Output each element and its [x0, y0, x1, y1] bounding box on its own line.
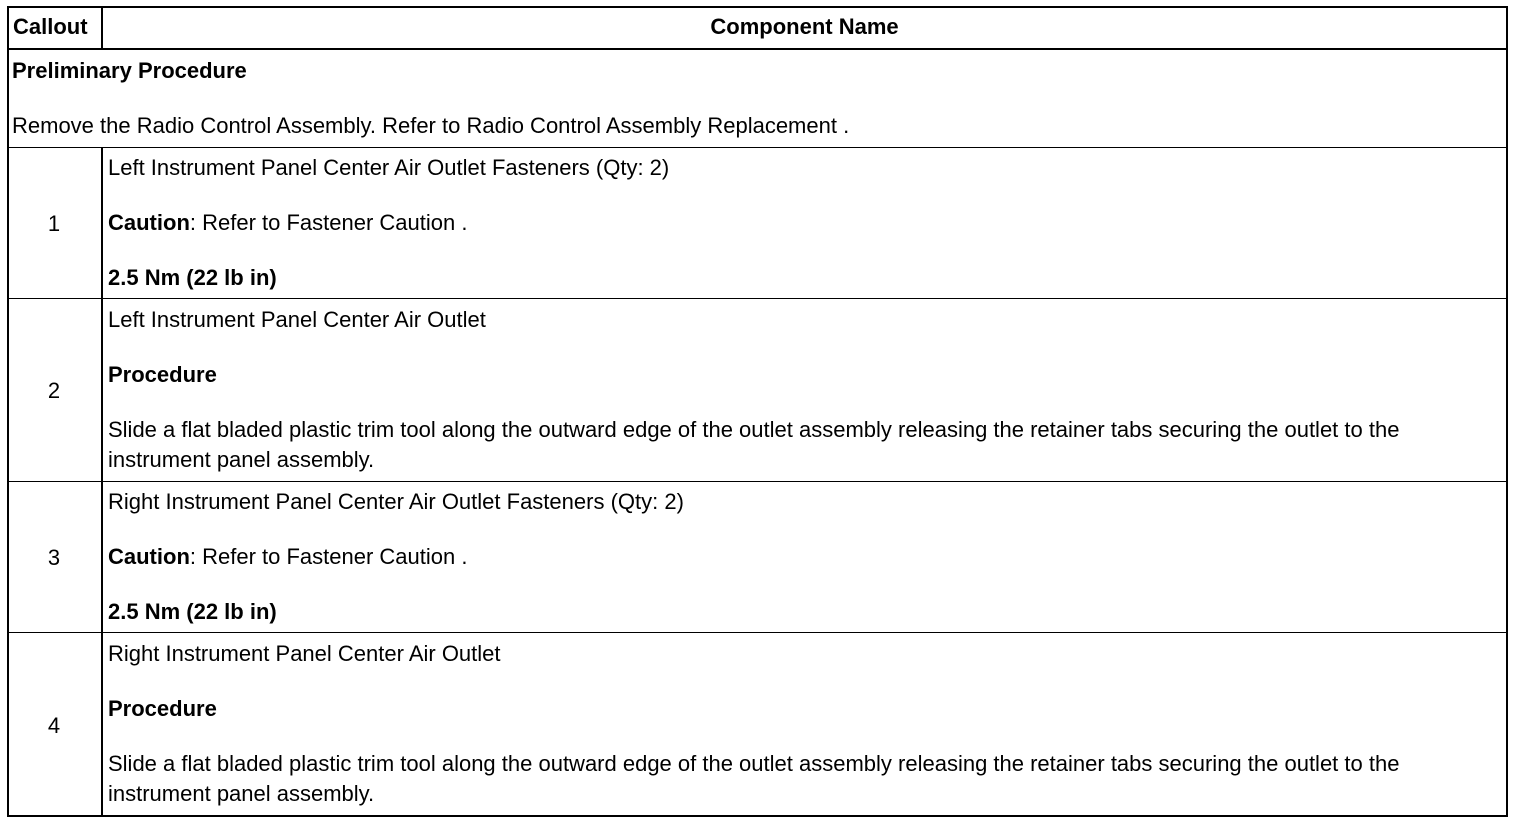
procedure-label: Procedure	[108, 362, 217, 387]
caution-label: Caution	[108, 544, 190, 569]
header-callout: Callout	[13, 14, 88, 39]
header-separator	[9, 48, 1506, 50]
caution-label: Caution	[108, 210, 190, 235]
caution-text: : Refer to Fastener Caution .	[189, 544, 468, 569]
preliminary-title: Preliminary Procedure	[12, 58, 247, 83]
callout-number: 4	[47, 713, 61, 738]
row-separator	[9, 298, 1506, 299]
callout-number: 1	[47, 211, 61, 236]
component-name: Right Instrument Panel Center Air Outlet	[108, 641, 501, 666]
callout-column-divider	[101, 147, 103, 817]
row-separator	[9, 147, 1506, 148]
component-name: Left Instrument Panel Center Air Outlet Fasteners (Qty: 2)	[108, 155, 670, 180]
callout-number: 3	[47, 545, 61, 570]
caution-text: : Refer to Fastener Caution .	[189, 210, 468, 235]
preliminary-text: Remove the Radio Control Assembly. Refer to Radio Control Assembly Replacement .	[12, 113, 850, 138]
row-separator	[9, 632, 1506, 633]
torque-spec: 2.5 Nm (22 lb in)	[108, 265, 277, 290]
row-separator	[9, 481, 1506, 482]
callout-number: 2	[47, 378, 61, 403]
component-table	[7, 6, 1508, 817]
procedure-label: Procedure	[108, 696, 217, 721]
caution-line	[108, 208, 467, 238]
procedure-text: Slide a flat bladed plastic trim tool along the outward edge of the outlet assembly releasing the retainer tabs securing the outlet to the instrument panel assembly.	[108, 751, 1400, 806]
procedure-text: Slide a flat bladed plastic trim tool along the outward edge of the outlet assembly releasing the retainer tabs securing the outlet to the instrument panel assembly.	[108, 417, 1400, 472]
component-name: Left Instrument Panel Center Air Outlet	[108, 307, 486, 332]
component-name: Right Instrument Panel Center Air Outlet Fasteners (Qty: 2)	[108, 489, 684, 514]
caution-line	[108, 542, 467, 572]
torque-spec: 2.5 Nm (22 lb in)	[108, 599, 277, 624]
header-component-name: Component Name	[710, 14, 899, 39]
